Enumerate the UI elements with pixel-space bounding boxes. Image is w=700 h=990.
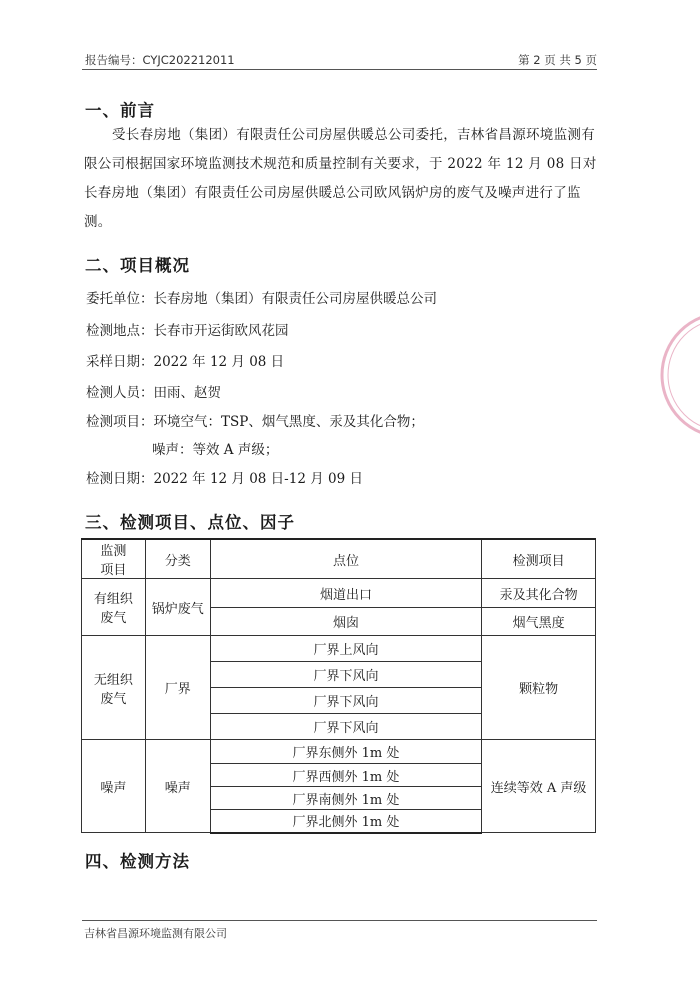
item-cell: 汞及其化合物 (482, 579, 596, 608)
client-line: 委托单位：长春房地（集团）有限责任公司房屋供暖总公司 (86, 291, 437, 307)
item-cell: 颗粒物 (482, 636, 596, 740)
category-boundary: 厂界 (145, 636, 210, 740)
footer-company: 吉林省昌源环境监测有限公司 (84, 927, 227, 940)
table-row (82, 740, 596, 764)
point-cell: 烟囱 (210, 608, 481, 636)
group-unorganized-gas: 无组织 废气 (82, 636, 146, 740)
test-items-line: 检测项目：环境空气：TSP、烟气黑度、汞及其化合物； (86, 414, 424, 430)
table-header-row (82, 539, 596, 579)
test-items-noise-line: 噪声：等效 A 声级； (152, 442, 279, 458)
header-divider (82, 69, 597, 70)
header-test-item: 检测项目 (482, 539, 596, 579)
page-indicator: 第 2 页 共 5 页 (518, 53, 597, 67)
section-heading-overview: 二、项目概况 (85, 256, 190, 275)
section-heading-methods: 四、检测方法 (85, 852, 190, 871)
table-row (82, 636, 596, 662)
test-date-line: 检测日期：2022 年 12 月 08 日-12 月 09 日 (86, 471, 363, 487)
point-cell: 厂界北侧外 1m 处 (210, 810, 481, 833)
table-row (82, 579, 596, 608)
header-category: 分类 (145, 539, 210, 579)
point-cell: 厂界南侧外 1m 处 (210, 787, 481, 810)
category-noise: 噪声 (145, 740, 210, 833)
personnel-line: 检测人员：田雨、赵贺 (86, 385, 221, 401)
location-line: 检测地点：长春市开运街欧风花园 (86, 323, 289, 339)
point-cell: 厂界下风向 (210, 688, 481, 714)
header-point: 点位 (210, 539, 481, 579)
group-noise: 噪声 (82, 740, 146, 833)
point-cell: 烟道出口 (210, 579, 481, 608)
point-cell: 厂界上风向 (210, 636, 481, 662)
item-cell: 连续等效 A 声级 (482, 740, 596, 833)
group-organized-gas: 有组织 废气 (82, 579, 146, 636)
point-cell: 厂界东侧外 1m 处 (210, 740, 481, 764)
section-heading-preface: 一、前言 (85, 101, 155, 120)
point-cell: 厂界下风向 (210, 714, 481, 740)
category-boiler-gas: 锅炉废气 (145, 579, 210, 636)
sampling-date-line: 采样日期：2022 年 12 月 08 日 (86, 354, 285, 370)
section-heading-items: 三、检测项目、点位、因子 (85, 513, 295, 532)
item-cell: 烟气黑度 (482, 608, 596, 636)
point-cell: 厂界西侧外 1m 处 (210, 764, 481, 787)
point-cell: 厂界下风向 (210, 662, 481, 688)
seal-stamp-partial (646, 305, 700, 455)
intro-paragraph: 受长春房地（集团）有限责任公司房屋供暖总公司委托，吉林省昌源环境监测有限公司根据国家环境监测技术规范和质量控制有关要求，于 2022 年 12 月 08 日对长春房地（集团）有限责任公司房屋供暖总公司欧风锅炉房的废气及噪声进行了监测。 (84, 127, 597, 230)
report-number: 报告编号：CYJC202212011 (85, 53, 235, 67)
monitoring-table (81, 538, 596, 834)
header-monitoring-item: 监测 项目 (82, 539, 146, 579)
footer-divider (82, 920, 597, 921)
